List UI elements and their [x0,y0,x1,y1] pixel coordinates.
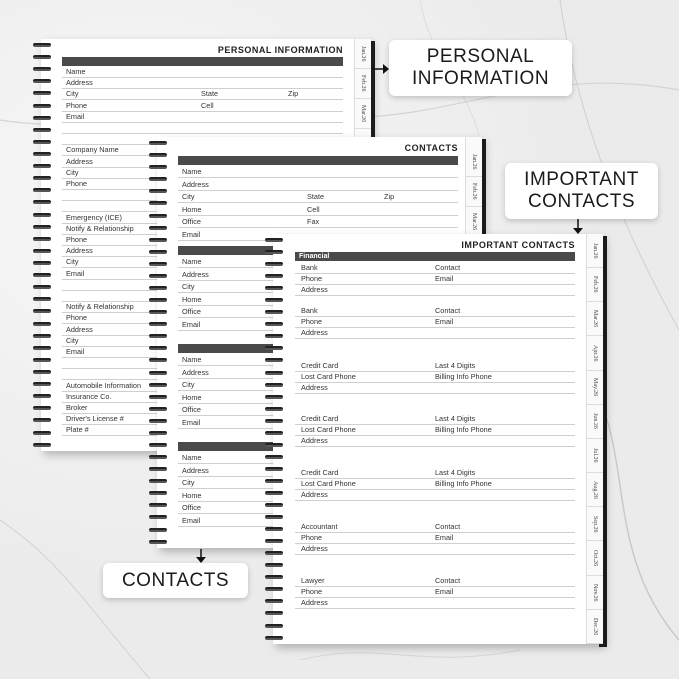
field-label: Notify & Relationship [66,223,134,233]
form-row [62,78,343,89]
tab-label: Sep.26 [592,515,598,533]
spiral-coil [265,383,283,387]
spiral-coil [149,310,167,314]
field-label: Driver's License # [66,414,124,424]
form-row [295,425,575,436]
header-bar [62,57,343,66]
spiral-coil [33,55,51,59]
tab-label: Jul.26 [592,448,598,463]
field-label: Lawyer [301,576,325,585]
field-label: Last 4 Digits [435,414,476,423]
spiral-coil [149,528,167,532]
form-row [295,468,575,479]
callout-important-contacts [505,163,658,219]
spiral-coil [265,443,283,447]
field-label: City [182,380,195,390]
spiral-binding [41,39,61,451]
spiral-coil [149,322,167,326]
tab-label: Mar.26 [360,104,366,123]
spiral-coil [149,419,167,423]
spiral-coil [33,213,51,217]
field-label: City [182,192,195,202]
tab-label: Feb.26 [592,276,598,293]
tab-label: Jun.26 [592,413,598,430]
spiral-coil [265,587,283,591]
spiral-coil [33,67,51,71]
spiral-coil [149,153,167,157]
spiral-coil [149,503,167,507]
field-label: Lost Card Phone [301,372,356,381]
field-label: Lost Card Phone [301,479,356,488]
field-label: Contact [435,522,461,531]
spiral-coil [149,407,167,411]
field-label: Name [182,167,202,176]
spiral-coil [149,395,167,399]
form-row [295,263,575,274]
page-title: IMPORTANT CONTACTS [461,240,575,250]
tab-label: Feb.26 [471,183,477,200]
field-label: Cell [201,100,214,110]
form-row [295,479,575,490]
tab-label: May.26 [592,378,598,397]
spiral-coil [33,322,51,326]
field-label: Email [66,347,85,356]
form-row [178,180,458,191]
month-tab [587,337,603,371]
spiral-coil [265,624,283,628]
field-label: Address [66,324,93,334]
spiral-coil [149,467,167,471]
callout-personal-information [389,40,572,96]
field-label: Phone [301,274,323,283]
field-label: Contact [435,576,461,585]
field-label: Address [301,436,328,445]
field-label: Office [182,405,201,415]
spiral-coil [33,431,51,435]
spiral-coil [33,43,51,47]
field-label: Email [435,533,454,542]
form-row [295,587,575,598]
spiral-coil [265,563,283,567]
field-label: Zip [384,192,395,202]
spiral-coil [265,358,283,362]
field-label: Address [301,598,328,607]
spiral-coil [265,636,283,640]
spiral-coil [265,274,283,278]
spiral-coil [265,322,283,326]
field-label: City [66,335,79,345]
spiral-coil [149,141,167,145]
field-label: Name [182,257,202,266]
form-row [295,317,575,328]
spiral-coil [33,394,51,398]
spiral-coil [265,334,283,338]
spiral-coil [265,238,283,242]
tab-label: Jan.26 [360,45,366,62]
spiral-coil [149,358,167,362]
form-row [295,414,575,425]
spiral-coil [265,575,283,579]
field-label: Phone [66,100,88,110]
field-label: Home [182,294,202,304]
field-label: Fax [307,217,320,227]
spiral-coil [33,176,51,180]
spiral-coil [33,297,51,301]
field-label: Billing Info Phone [435,372,492,381]
month-tab [587,576,603,610]
month-tab [587,507,603,541]
field-label: Credit Card [301,414,339,423]
callout-line: CONTACTS [527,191,636,212]
tab-label: Jan.26 [471,153,477,170]
spiral-coil [149,383,167,387]
arrow-right-icon [372,63,390,75]
tab-label: Mar.26 [592,310,598,328]
tab-label: Feb.26 [360,75,366,92]
spiral-coil [265,431,283,435]
important-contacts-planner [273,234,603,644]
spiral-coil [33,346,51,350]
spiral-coil [265,298,283,302]
field-label: Address [182,465,209,475]
spiral-coil [33,91,51,95]
spiral-coil [33,128,51,132]
form-row [62,67,343,78]
spiral-coil [265,419,283,423]
spiral-coil [265,515,283,519]
field-label: Home [182,392,202,402]
field-label: Email [182,418,201,427]
spiral-coil [265,346,283,350]
field-label: Cell [307,204,320,214]
field-label: Phone [301,533,323,542]
field-label: Email [435,317,454,326]
spiral-coil [33,116,51,120]
field-label: Contact [435,306,461,315]
field-label: Phone [301,317,323,326]
spiral-coil [149,238,167,242]
field-label: Address [66,78,93,88]
spiral-coil [265,467,283,471]
tab-label: Aug.26 [592,480,598,499]
spiral-coil [265,310,283,314]
spiral-coil [33,104,51,108]
spiral-coil [33,273,51,277]
field-label: City [66,257,79,267]
spiral-coil [33,237,51,241]
month-tab [587,542,603,576]
spiral-coil [33,443,51,447]
spiral-coil [149,443,167,447]
spiral-binding [273,234,293,644]
field-label: City [66,167,79,177]
field-label: Name [66,67,86,76]
field-label: Home [182,204,202,214]
spiral-coil [149,298,167,302]
field-label: Company Name [66,145,119,155]
spiral-coil [33,309,51,313]
callout-line: IMPORTANT [524,169,639,190]
tab-label: Dec.26 [592,617,598,635]
field-label: State [307,192,325,202]
field-label: Credit Card [301,361,339,370]
form-row [295,544,575,555]
spiral-coil [33,285,51,289]
form-row [295,306,575,317]
field-label: Notify & Relationship [66,302,134,312]
tab-label: Apr.26 [592,344,598,362]
field-label: Office [182,503,201,513]
spiral-coil [149,189,167,193]
tab-label: Jan.26 [592,242,598,259]
field-label: Email [435,587,454,596]
field-label: Bank [301,263,318,272]
field-label: Address [301,544,328,553]
field-label: Accountant [301,522,338,531]
header-bar [178,156,458,165]
month-tab [587,439,603,473]
field-label: Email [66,111,85,121]
month-tab [587,610,603,644]
form-row [295,383,575,394]
field-label: Address [182,367,209,377]
spiral-coil [265,286,283,290]
spiral-coil [149,455,167,459]
form-row [62,123,343,134]
field-label: Phone [301,587,323,596]
form-row [295,598,575,609]
field-label: Address [301,328,328,337]
spiral-coil [33,418,51,422]
field-label: Address [301,285,328,294]
field-label: Email [182,320,201,329]
field-label: Lost Card Phone [301,425,356,434]
important-contacts-page [273,234,603,644]
callout-line: INFORMATION [411,68,550,89]
field-label: Broker [66,403,88,412]
field-label: Billing Info Phone [435,479,492,488]
spiral-coil [33,200,51,204]
month-tab [587,473,603,507]
spiral-coil [149,286,167,290]
field-label: Emergency (ICE) [66,212,122,222]
spiral-coil [265,479,283,483]
field-label: Name [182,355,202,364]
form-row [62,101,343,112]
form-row [178,192,458,203]
form-row [178,217,458,228]
form-row [295,285,575,296]
form-row [62,112,343,123]
form-row [178,167,458,178]
field-label: Phone [66,179,88,188]
spiral-coil [33,79,51,83]
form-row [295,372,575,383]
spiral-coil [265,491,283,495]
form-row [295,274,575,285]
field-label: Address [66,156,93,166]
form-row [295,522,575,533]
field-label: Contact [435,263,461,272]
spiral-coil [33,358,51,362]
callout-contacts [103,563,248,598]
form-row [178,205,458,216]
field-label: Phone [66,313,88,323]
month-tab [587,405,603,439]
spiral-coil [33,152,51,156]
spiral-coil [33,261,51,265]
month-tab [587,302,603,336]
spiral-binding [157,137,177,548]
field-label: Address [301,490,328,499]
field-label: Credit Card [301,468,339,477]
spiral-coil [149,214,167,218]
month-tab [587,268,603,302]
arrow-down-icon [572,219,584,235]
month-tabs [586,234,603,644]
field-label: Plate # [66,425,89,435]
form-row [62,89,343,100]
spiral-coil [265,611,283,615]
form-row [295,436,575,447]
form-row [295,328,575,339]
field-label: Office [182,307,201,317]
tab-label: Nov.26 [592,583,598,601]
spiral-coil [33,406,51,410]
field-label: Email [66,268,85,278]
spiral-coil [149,346,167,350]
page-title: PERSONAL INFORMATION [217,45,343,55]
spiral-coil [33,370,51,374]
spiral-coil [265,262,283,266]
field-label: Address [182,269,209,279]
field-label: Bank [301,306,318,315]
spiral-coil [149,491,167,495]
field-label: Email [182,516,201,525]
spiral-coil [265,250,283,254]
spiral-coil [149,515,167,519]
spiral-coil [33,225,51,229]
field-label: Last 4 Digits [435,361,476,370]
spiral-coil [33,164,51,168]
field-label: Name [182,453,202,462]
field-label: City [66,89,79,99]
field-label: Email [182,230,201,239]
field-label: Address [182,179,209,189]
spiral-coil [149,540,167,544]
form-row [295,361,575,372]
spiral-coil [149,274,167,278]
spiral-coil [149,371,167,375]
spiral-coil [149,226,167,230]
field-label: Office [182,217,201,227]
form-row [295,490,575,501]
spiral-coil [33,382,51,386]
callout-line: PERSONAL [426,46,535,67]
month-tab [587,371,603,405]
field-label: City [182,282,195,292]
spiral-coil [149,431,167,435]
page-title: CONTACTS [404,143,458,153]
spiral-coil [265,527,283,531]
spiral-coil [149,334,167,338]
tab-label: Oct.26 [592,549,598,567]
field-label: Billing Info Phone [435,425,492,434]
field-label: State [201,89,219,99]
spiral-coil [33,188,51,192]
spiral-coil [149,177,167,181]
spiral-coil [33,140,51,144]
field-label: Insurance Co. [66,391,112,401]
spiral-coil [265,551,283,555]
field-label: Home [182,490,202,500]
spiral-coil [149,165,167,169]
month-tab [587,234,603,268]
field-label: Address [301,383,328,392]
section-bar-financial: Financial [295,252,575,261]
spiral-coil [149,250,167,254]
tab-label: Mar.26 [471,212,477,231]
spiral-coil [265,455,283,459]
spiral-coil [33,334,51,338]
spiral-coil [265,539,283,543]
spiral-coil [33,249,51,253]
spiral-coil [265,371,283,375]
spiral-coil [265,407,283,411]
arrow-down-icon [195,549,207,564]
spiral-coil [265,503,283,507]
callout-line: CONTACTS [121,569,230,591]
field-label: Automobile Information [66,380,142,390]
form-row [295,576,575,587]
field-label: Zip [288,89,299,99]
field-label: Phone [66,235,88,244]
form-row [295,533,575,544]
spiral-coil [149,262,167,266]
field-label: City [182,478,195,488]
spiral-coil [265,599,283,603]
field-label: Email [435,274,454,283]
spiral-coil [149,479,167,483]
spiral-coil [149,201,167,205]
spiral-coil [265,395,283,399]
field-label: Last 4 Digits [435,468,476,477]
field-label: Address [66,246,93,256]
